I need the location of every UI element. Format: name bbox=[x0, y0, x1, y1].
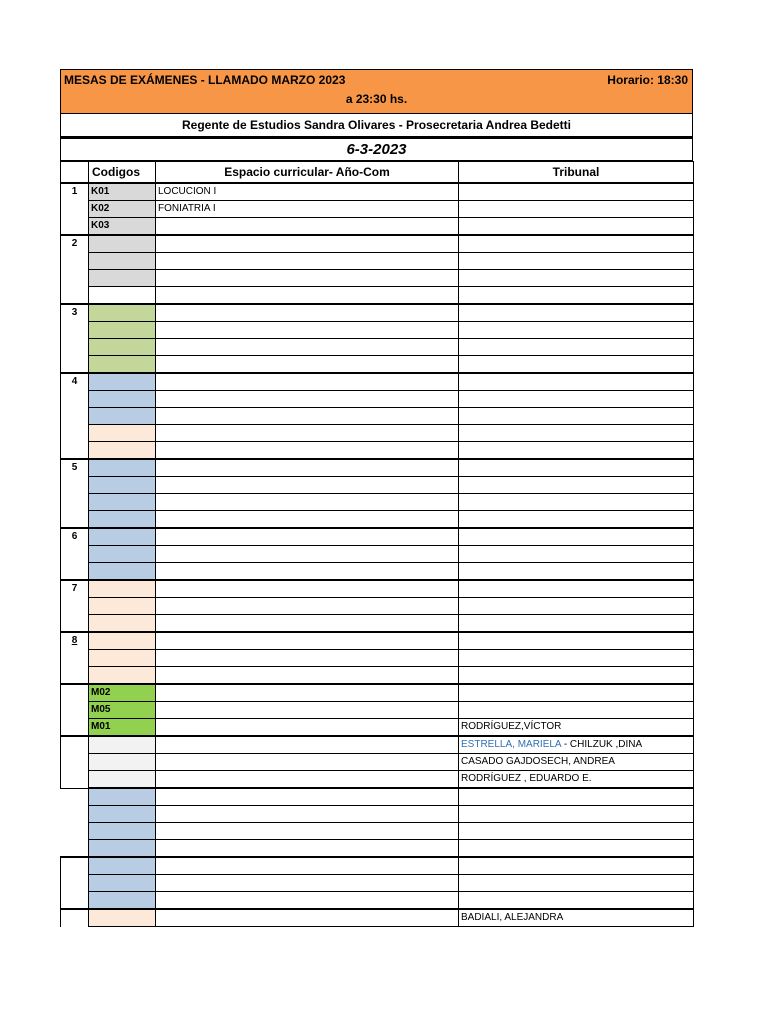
table-row bbox=[61, 754, 694, 771]
group-number bbox=[61, 632, 89, 684]
espacio-cell bbox=[156, 754, 459, 771]
table-row bbox=[61, 702, 694, 719]
tribunal-cell bbox=[459, 253, 694, 270]
group-number-label: 8 bbox=[71, 635, 78, 646]
tribunal-cell bbox=[459, 477, 694, 494]
codigo-cell bbox=[89, 806, 156, 823]
codigo-cell bbox=[89, 253, 156, 270]
tribunal-cell bbox=[459, 736, 694, 754]
tribunal-cell bbox=[459, 840, 694, 858]
espacio-cell bbox=[156, 270, 459, 287]
codigo-cell bbox=[89, 754, 156, 771]
tribunal-cell bbox=[459, 823, 694, 840]
espacio-cell bbox=[156, 702, 459, 719]
table-row bbox=[61, 356, 694, 374]
codigo-cell: M05 bbox=[89, 702, 156, 719]
espacio-cell bbox=[156, 218, 459, 236]
group-number bbox=[61, 183, 89, 235]
codigo-cell bbox=[89, 857, 156, 875]
codigo-cell bbox=[89, 771, 156, 789]
table-row bbox=[61, 183, 694, 201]
table-row bbox=[61, 235, 694, 253]
espacio-cell bbox=[156, 632, 459, 650]
espacio-cell bbox=[156, 615, 459, 633]
codigo-cell bbox=[89, 425, 156, 442]
codigo-cell bbox=[89, 650, 156, 667]
tribunal-cell bbox=[459, 391, 694, 408]
group-number-label: 5 bbox=[71, 462, 78, 473]
codigo-cell: M01 bbox=[89, 719, 156, 737]
espacio-cell bbox=[156, 322, 459, 339]
table-row bbox=[61, 788, 694, 806]
tribunal-cell bbox=[459, 425, 694, 442]
table-row bbox=[61, 650, 694, 667]
tribunal-cell bbox=[459, 632, 694, 650]
espacio-cell bbox=[156, 806, 459, 823]
espacio-cell: LOCUCION I bbox=[156, 183, 459, 201]
espacio-cell bbox=[156, 840, 459, 858]
tribunal-cell bbox=[459, 459, 694, 477]
espacio-cell: FONIATRIA I bbox=[156, 201, 459, 218]
tribunal-cell bbox=[459, 494, 694, 511]
tribunal-cell: RODRÍGUEZ , EDUARDO E. bbox=[459, 771, 694, 789]
tribunal-cell bbox=[459, 442, 694, 460]
codigo-cell bbox=[89, 339, 156, 356]
codigo-cell bbox=[89, 892, 156, 910]
sheet-title: MESAS DE EXÁMENES - LLAMADO MARZO 2023 bbox=[64, 73, 346, 87]
espacio-cell bbox=[156, 253, 459, 270]
table-row bbox=[61, 218, 694, 236]
tribunal-cell bbox=[459, 667, 694, 685]
table-row bbox=[61, 270, 694, 287]
group-number-label: 3 bbox=[71, 307, 78, 318]
table-row bbox=[61, 598, 694, 615]
espacio-cell bbox=[156, 373, 459, 391]
espacio-cell bbox=[156, 875, 459, 892]
tribunal-cell bbox=[459, 684, 694, 702]
tribunal-cell bbox=[459, 598, 694, 615]
espacio-cell bbox=[156, 909, 459, 927]
tribunal-cell bbox=[459, 528, 694, 546]
espacio-cell bbox=[156, 425, 459, 442]
tribunal-cell bbox=[459, 373, 694, 391]
table-row bbox=[61, 615, 694, 633]
table-row bbox=[61, 857, 694, 875]
group-number bbox=[61, 373, 89, 459]
tribunal-cell bbox=[459, 892, 694, 910]
table-row bbox=[61, 771, 694, 789]
tribunal-cell bbox=[459, 650, 694, 667]
group-number bbox=[61, 788, 89, 857]
horario-label: Horario: 18:30 bbox=[607, 73, 688, 87]
sheet-header bbox=[60, 69, 693, 114]
espacio-cell bbox=[156, 235, 459, 253]
tribunal-cell bbox=[459, 304, 694, 322]
codigo-cell bbox=[89, 546, 156, 563]
group-number-label: 1 bbox=[71, 186, 78, 197]
tribunal-name-rest: - CHILZUK ,DINA bbox=[561, 739, 643, 750]
table-row bbox=[61, 201, 694, 218]
exam-table bbox=[60, 161, 694, 927]
table-row bbox=[61, 304, 694, 322]
codigo-cell: K03 bbox=[89, 218, 156, 236]
table-row bbox=[61, 736, 694, 754]
codigo-cell bbox=[89, 823, 156, 840]
codigo-cell bbox=[89, 788, 156, 806]
espacio-cell bbox=[156, 857, 459, 875]
table-row bbox=[61, 546, 694, 563]
tribunal-cell bbox=[459, 511, 694, 529]
codigo-cell bbox=[89, 494, 156, 511]
codigo-cell bbox=[89, 270, 156, 287]
group-number-label: 6 bbox=[71, 531, 78, 542]
codigo-cell bbox=[89, 459, 156, 477]
column-header-espacio: Espacio curricular- Año-Com bbox=[156, 162, 459, 184]
table-row bbox=[61, 391, 694, 408]
codigo-cell bbox=[89, 442, 156, 460]
codigo-cell bbox=[89, 875, 156, 892]
espacio-cell bbox=[156, 598, 459, 615]
espacio-cell bbox=[156, 408, 459, 425]
tribunal-cell bbox=[459, 857, 694, 875]
table-row bbox=[61, 719, 694, 737]
tribunal-cell bbox=[459, 615, 694, 633]
codigo-cell bbox=[89, 563, 156, 581]
group-number-label: 7 bbox=[71, 583, 78, 594]
codigo-cell bbox=[89, 235, 156, 253]
codigo-cell bbox=[89, 304, 156, 322]
table-row bbox=[61, 632, 694, 650]
table-row bbox=[61, 875, 694, 892]
tribunal-cell bbox=[459, 356, 694, 374]
tribunal-cell bbox=[459, 339, 694, 356]
tribunal-cell bbox=[459, 788, 694, 806]
tribunal-name-highlight: ESTRELLA, MARIELA bbox=[461, 739, 562, 750]
column-header-row bbox=[61, 162, 694, 184]
group-number bbox=[61, 857, 89, 909]
espacio-cell bbox=[156, 650, 459, 667]
codigo-cell bbox=[89, 909, 156, 927]
group-number bbox=[61, 235, 89, 304]
group-number bbox=[61, 736, 89, 788]
column-header-codigos: Codigos bbox=[89, 162, 156, 184]
table-row bbox=[61, 823, 694, 840]
espacio-cell bbox=[156, 736, 459, 754]
espacio-cell bbox=[156, 667, 459, 685]
tribunal-cell: CASADO GAJDOSECH, ANDREA bbox=[459, 754, 694, 771]
codigo-cell bbox=[89, 528, 156, 546]
codigo-cell bbox=[89, 580, 156, 598]
group-number bbox=[61, 909, 89, 927]
table-row bbox=[61, 580, 694, 598]
table-row bbox=[61, 408, 694, 425]
tribunal-cell: BADIALI, ALEJANDRA bbox=[459, 909, 694, 927]
table-row bbox=[61, 287, 694, 305]
espacio-cell bbox=[156, 563, 459, 581]
regente-line: Regente de Estudios Sandra Olivares - Prosecretaria Andrea Bedetti bbox=[60, 114, 693, 137]
group-number-label: 2 bbox=[71, 238, 78, 249]
tribunal-cell bbox=[459, 235, 694, 253]
codigo-cell bbox=[89, 667, 156, 685]
table-row bbox=[61, 528, 694, 546]
codigo-cell: M02 bbox=[89, 684, 156, 702]
group-number bbox=[61, 528, 89, 580]
espacio-cell bbox=[156, 494, 459, 511]
espacio-cell bbox=[156, 287, 459, 305]
espacio-cell bbox=[156, 892, 459, 910]
tribunal-cell bbox=[459, 322, 694, 339]
tribunal-cell: RODRÍGUEZ,VÍCTOR bbox=[459, 719, 694, 737]
table-row bbox=[61, 442, 694, 460]
codigo-cell bbox=[89, 356, 156, 374]
codigo-cell: K01 bbox=[89, 183, 156, 201]
codigo-cell bbox=[89, 373, 156, 391]
codigo-cell bbox=[89, 477, 156, 494]
column-header-num bbox=[61, 162, 89, 184]
exam-date: 6-3-2023 bbox=[60, 137, 693, 161]
codigo-cell bbox=[89, 408, 156, 425]
table-row bbox=[61, 459, 694, 477]
espacio-cell bbox=[156, 477, 459, 494]
table-row bbox=[61, 253, 694, 270]
espacio-cell bbox=[156, 684, 459, 702]
espacio-cell bbox=[156, 788, 459, 806]
tribunal-cell bbox=[459, 287, 694, 305]
table-row bbox=[61, 425, 694, 442]
tribunal-cell bbox=[459, 702, 694, 719]
espacio-cell bbox=[156, 459, 459, 477]
group-number bbox=[61, 459, 89, 528]
espacio-cell bbox=[156, 771, 459, 789]
group-number bbox=[61, 684, 89, 736]
table-row bbox=[61, 494, 694, 511]
espacio-cell bbox=[156, 823, 459, 840]
codigo-cell bbox=[89, 736, 156, 754]
table-row bbox=[61, 373, 694, 391]
tribunal-cell bbox=[459, 580, 694, 598]
tribunal-cell bbox=[459, 270, 694, 287]
exam-sheet bbox=[60, 69, 693, 927]
codigo-cell bbox=[89, 632, 156, 650]
tribunal-cell bbox=[459, 563, 694, 581]
espacio-cell bbox=[156, 719, 459, 737]
group-number bbox=[61, 580, 89, 632]
codigo-cell bbox=[89, 511, 156, 529]
table-row bbox=[61, 909, 694, 927]
espacio-cell bbox=[156, 546, 459, 563]
table-row bbox=[61, 339, 694, 356]
espacio-cell bbox=[156, 339, 459, 356]
table-row bbox=[61, 684, 694, 702]
codigo-cell bbox=[89, 840, 156, 858]
table-row bbox=[61, 806, 694, 823]
group-number-label: 4 bbox=[71, 376, 78, 387]
codigo-cell bbox=[89, 287, 156, 305]
table-row bbox=[61, 322, 694, 339]
codigo-cell bbox=[89, 322, 156, 339]
espacio-cell bbox=[156, 391, 459, 408]
codigo-cell bbox=[89, 615, 156, 633]
tribunal-cell bbox=[459, 806, 694, 823]
tribunal-cell bbox=[459, 218, 694, 236]
column-header-tribunal: Tribunal bbox=[459, 162, 694, 184]
espacio-cell bbox=[156, 528, 459, 546]
table-row bbox=[61, 667, 694, 685]
espacio-cell bbox=[156, 580, 459, 598]
tribunal-cell bbox=[459, 183, 694, 201]
table-row bbox=[61, 840, 694, 858]
table-row bbox=[61, 477, 694, 494]
codigo-cell: K02 bbox=[89, 201, 156, 218]
tribunal-cell bbox=[459, 408, 694, 425]
codigo-cell bbox=[89, 391, 156, 408]
espacio-cell bbox=[156, 356, 459, 374]
hasta-label: a 23:30 hs. bbox=[345, 92, 408, 106]
tribunal-cell bbox=[459, 875, 694, 892]
table-row bbox=[61, 892, 694, 910]
group-number bbox=[61, 304, 89, 373]
table-row bbox=[61, 511, 694, 529]
espacio-cell bbox=[156, 304, 459, 322]
table-row bbox=[61, 563, 694, 581]
tribunal-cell bbox=[459, 546, 694, 563]
espacio-cell bbox=[156, 511, 459, 529]
espacio-cell bbox=[156, 442, 459, 460]
tribunal-cell bbox=[459, 201, 694, 218]
codigo-cell bbox=[89, 598, 156, 615]
